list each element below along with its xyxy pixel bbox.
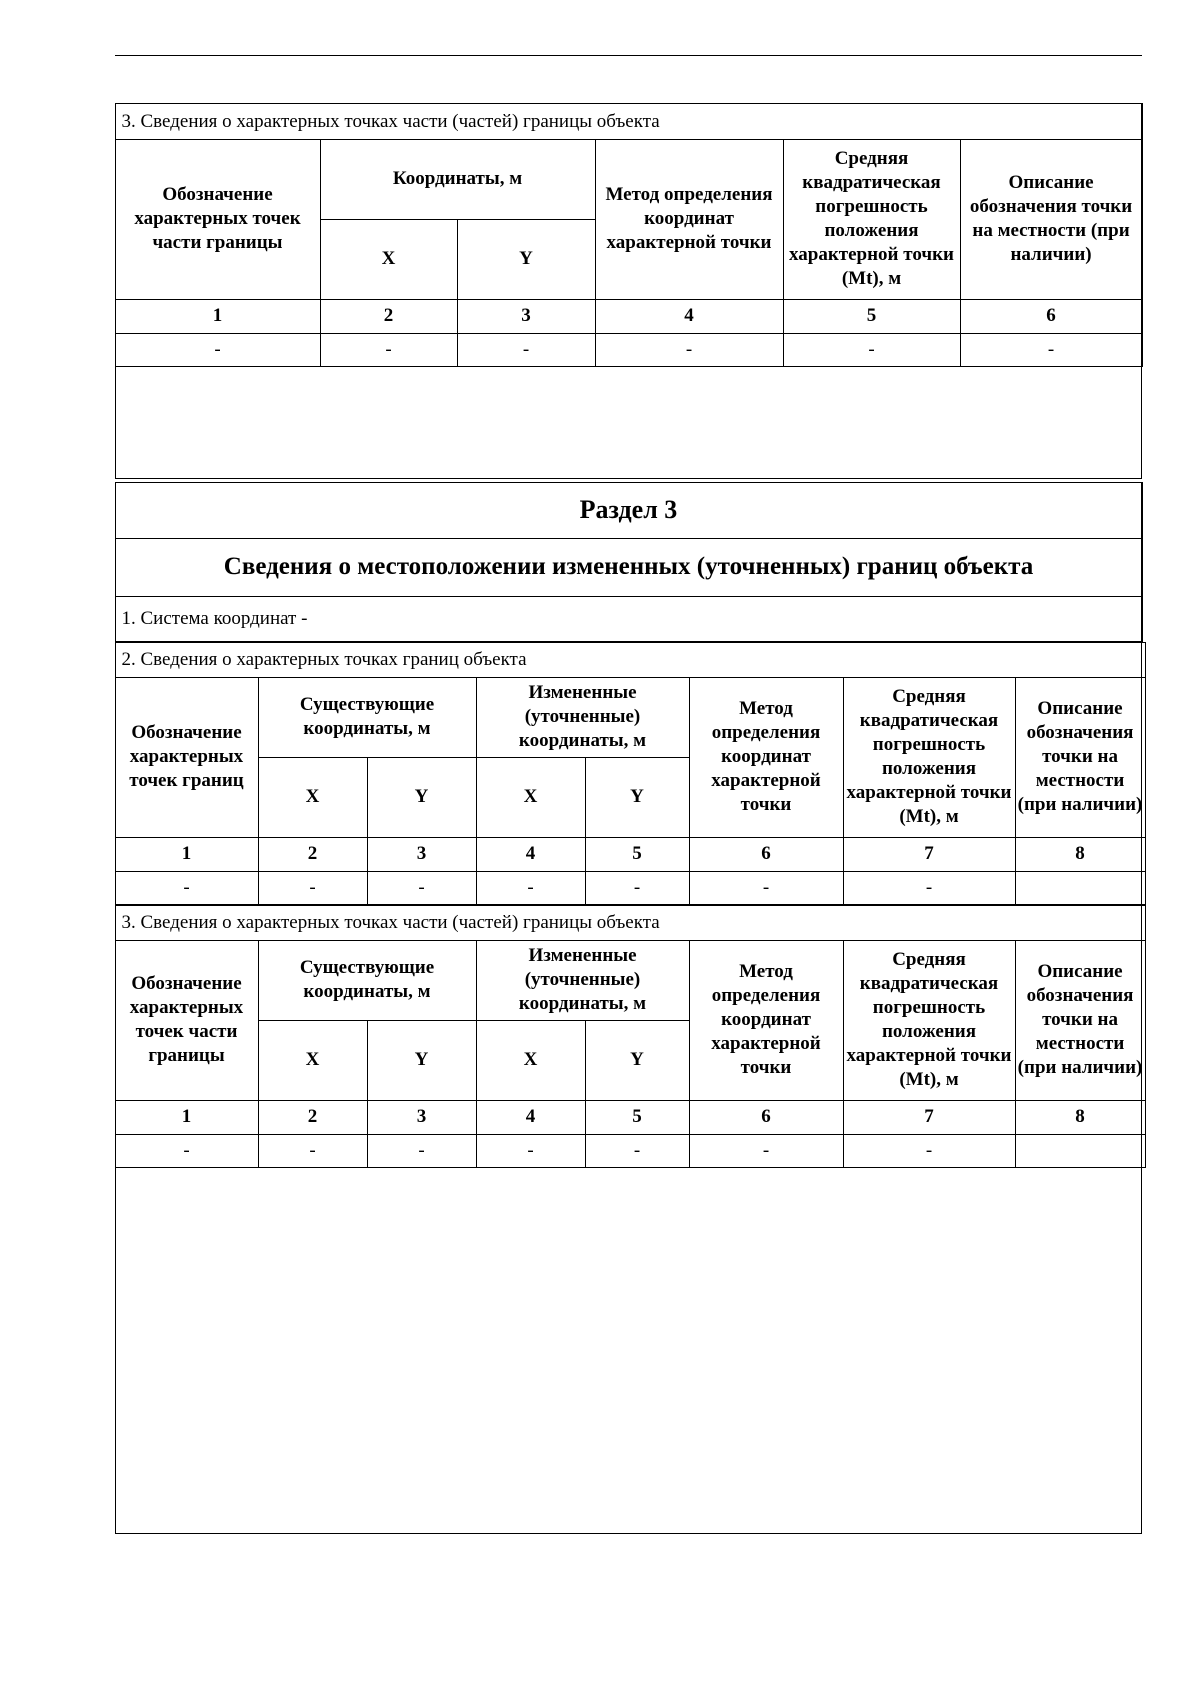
header-changed-coordinates: Измененные (уточненные) координаты, м <box>476 940 689 1020</box>
table-cell: - <box>843 871 1015 904</box>
column-number: 4 <box>476 837 585 871</box>
header-designation: Обозначение характерных точек части границы <box>115 139 320 299</box>
header-method: Метод определения координат характерной точки <box>595 139 783 299</box>
header-description: Описание обозначения точки на местности (при наличии) <box>960 139 1142 299</box>
header-existing-coordinates: Существующие координаты, м <box>258 940 476 1020</box>
header-method: Метод определения координат характерной точки <box>689 677 843 837</box>
column-number: 2 <box>258 1100 367 1134</box>
header-y: Y <box>585 1020 689 1100</box>
boundary-points-caption: 2. Сведения о характерных точках границ объекта <box>115 642 1145 677</box>
header-y: Y <box>457 219 595 299</box>
header-x: X <box>258 757 367 837</box>
column-number: 8 <box>1015 1100 1145 1134</box>
table-cell: - <box>258 871 367 904</box>
column-number: 6 <box>960 299 1142 333</box>
column-number: 6 <box>689 1100 843 1134</box>
section3-header-table <box>115 482 1143 642</box>
header-changed-coordinates: Измененные (уточненные) координаты, м <box>476 677 689 757</box>
section-title: Раздел 3 <box>115 482 1142 538</box>
header-designation: Обозначение характерных точек части границы <box>115 940 258 1100</box>
column-number: 5 <box>783 299 960 333</box>
header-y: Y <box>585 757 689 837</box>
table-cell: - <box>457 333 595 366</box>
table-cell: - <box>960 333 1142 366</box>
table-cell: - <box>258 1134 367 1167</box>
table-cell: - <box>595 333 783 366</box>
part-points-caption: 3. Сведения о характерных точках части (частей) границы объекта <box>115 103 1142 139</box>
column-number: 2 <box>320 299 457 333</box>
column-number: 3 <box>457 299 595 333</box>
header-description: Описание обозначения точки на местности (при наличии) <box>1015 940 1145 1100</box>
table-cell: - <box>585 871 689 904</box>
table-cell: - <box>783 333 960 366</box>
column-number: 8 <box>1015 837 1145 871</box>
header-mt: Средняя квадратическая погрешность положения характерной точки (Mt), м <box>843 677 1015 837</box>
part-points-caption: 3. Сведения о характерных точках части (частей) границы объекта <box>115 905 1145 940</box>
column-number: 6 <box>689 837 843 871</box>
header-mt: Средняя квадратическая погрешность положения характерной точки (Mt), м <box>843 940 1015 1100</box>
column-number: 1 <box>115 837 258 871</box>
column-number: 4 <box>476 1100 585 1134</box>
table-cell: - <box>367 871 476 904</box>
column-number: 5 <box>585 837 689 871</box>
column-numbers-row <box>115 837 1145 871</box>
header-designation: Обозначение характерных точек границ <box>115 677 258 837</box>
header-description: Описание обозначения точки на местности (при наличии) <box>1015 677 1145 837</box>
table-cell: - <box>585 1134 689 1167</box>
header-y: Y <box>367 757 476 837</box>
table-cell: - <box>476 1134 585 1167</box>
table-cell: - <box>689 1134 843 1167</box>
table-row <box>115 333 1142 366</box>
section3-block <box>115 482 1142 1534</box>
column-numbers-row <box>115 1100 1145 1134</box>
table-row <box>115 1134 1145 1167</box>
column-number: 7 <box>843 1100 1015 1134</box>
column-number: 5 <box>585 1100 689 1134</box>
section-subtitle: Сведения о местоположении измененных (уточненных) границ объекта <box>115 538 1142 596</box>
header-y: Y <box>367 1020 476 1100</box>
header-method: Метод определения координат характерной точки <box>689 940 843 1100</box>
header-x: X <box>476 1020 585 1100</box>
column-number: 3 <box>367 837 476 871</box>
header-coordinates: Координаты, м <box>320 139 595 219</box>
header-existing-coordinates: Существующие координаты, м <box>258 677 476 757</box>
column-number: 3 <box>367 1100 476 1134</box>
table-cell: - <box>476 871 585 904</box>
part-points-table-top <box>115 103 1143 367</box>
header-x: X <box>320 219 457 299</box>
header-mt: Средняя квадратическая погрешность положения характерной точки (Mt), м <box>783 139 960 299</box>
table-cell <box>1015 871 1145 904</box>
column-number: 4 <box>595 299 783 333</box>
table-row <box>115 871 1145 904</box>
table-cell: - <box>320 333 457 366</box>
boundary-points-table <box>115 642 1146 905</box>
table-cell: - <box>367 1134 476 1167</box>
part-points-table <box>115 905 1146 1168</box>
column-number: 2 <box>258 837 367 871</box>
table-cell: - <box>115 1134 258 1167</box>
table-cell: - <box>115 333 320 366</box>
column-number: 1 <box>115 1100 258 1134</box>
column-number: 7 <box>843 837 1015 871</box>
table-cell: - <box>843 1134 1015 1167</box>
table-cell: - <box>689 871 843 904</box>
column-numbers-row <box>115 299 1142 333</box>
header-x: X <box>476 757 585 837</box>
header-x: X <box>258 1020 367 1100</box>
top-rule <box>115 55 1142 56</box>
table-cell <box>1015 1134 1145 1167</box>
part-points-block-top <box>115 103 1142 479</box>
column-number: 1 <box>115 299 320 333</box>
table-cell: - <box>115 871 258 904</box>
coordinate-system: 1. Система координат - <box>115 596 1142 641</box>
